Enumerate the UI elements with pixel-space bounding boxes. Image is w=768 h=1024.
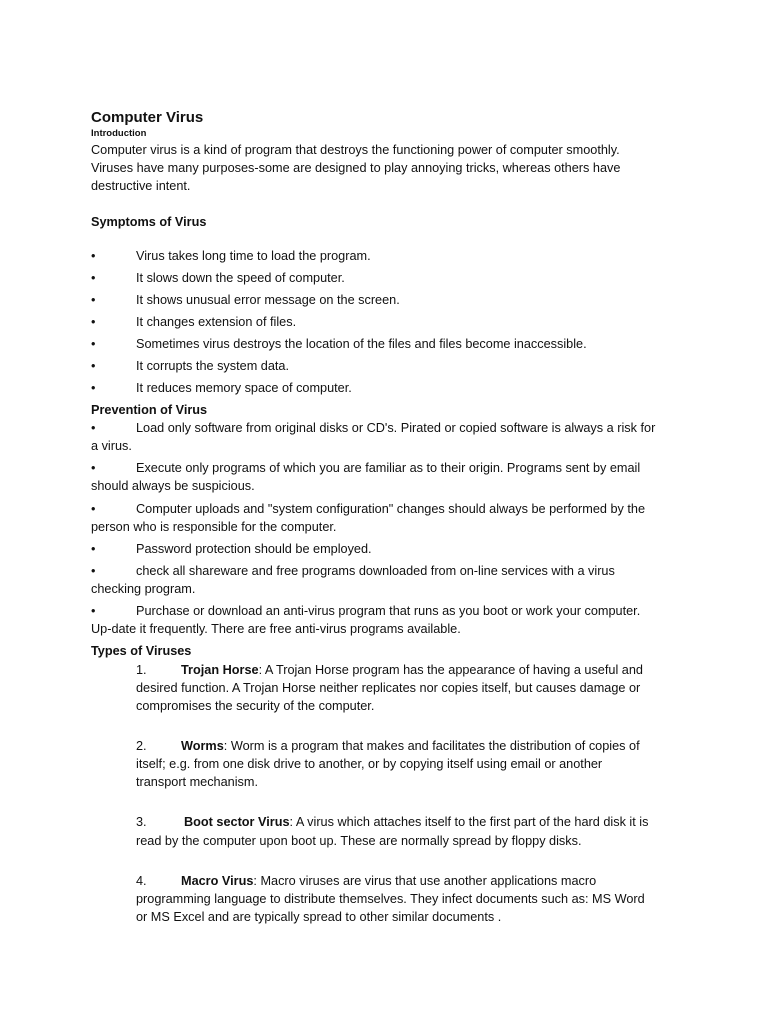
symptom-item: It changes extension of files. [136,315,297,329]
prevention-item: Load only software from original disks or CD's. Pirated or copied software is always a risk for [136,421,656,435]
bullet-icon: • [91,421,96,435]
prevention-item: Computer uploads and "system configuration" changes should always be performed by the [136,502,646,516]
symptom-item: It shows unusual error message on the screen. [136,293,400,307]
intro-line: Viruses have many purposes-some are designed to play annoying tricks, whereas others have [91,161,621,175]
type-desc: : Macro viruses are virus that use another applications macro [253,874,597,888]
type-item-line1 [181,737,640,755]
type-number: 3. [136,815,147,829]
bullet-icon: • [91,461,96,475]
prevention-item-cont: should always be suspicious. [91,479,255,493]
type-item-line2: desired function. A Trojan Horse neither replicates nor copies itself, but causes damage or [136,681,641,695]
type-item-line1 [181,872,596,890]
bullet-icon: • [91,359,96,373]
prevention-item: Password protection should be employed. [136,542,372,556]
type-desc: : Worm is a program that makes and facilitates the distribution of copies of [223,739,640,753]
bullet-icon: • [91,542,96,556]
type-term: Macro Virus [181,874,254,888]
symptom-item: Sometimes virus destroys the location of the files and files become inaccessible. [136,337,587,351]
type-item-line2: read by the computer upon boot up. These are normally spread by floppy disks. [136,834,582,848]
bullet-icon: • [91,271,96,285]
type-item-line2: itself; e.g. from one disk drive to another, or by copying itself using email or another [136,757,603,771]
bullet-icon: • [91,337,96,351]
type-number: 4. [136,874,147,888]
types-heading: Types of Viruses [91,644,192,658]
bullet-icon: • [91,293,96,307]
prevention-heading: Prevention of Virus [91,403,208,417]
symptom-item: Virus takes long time to load the program. [136,249,371,263]
type-term: Worms [181,739,224,753]
bullet-icon: • [91,604,96,618]
bullet-icon: • [91,381,96,395]
bullet-icon: • [91,564,96,578]
bullet-icon: • [91,502,96,516]
intro-line: Computer virus is a kind of program that destroys the functioning power of computer smoothly. [91,143,620,157]
symptom-item: It corrupts the system data. [136,359,290,373]
symptom-item: It slows down the speed of computer. [136,271,345,285]
type-term: Boot sector Virus [184,815,290,829]
type-desc: : A virus which attaches itself to the first part of the hard disk it is [289,815,649,829]
page-title: Computer Virus [91,109,204,126]
type-item-line1 [184,813,648,831]
prevention-item-cont: Up-date it frequently. There are free anti-virus programs available. [91,622,461,636]
type-number: 2. [136,739,147,753]
symptom-item: It reduces memory space of computer. [136,381,352,395]
type-item-line3: compromises the security of the computer. [136,699,375,713]
prevention-item-cont: a virus. [91,439,132,453]
prevention-item-cont: checking program. [91,582,196,596]
intro-label: Introduction [91,128,147,139]
type-item-line2: programming language to distribute themselves. They infect documents such as: MS Word [136,892,645,906]
symptoms-heading: Symptoms of Virus [91,215,207,229]
type-term: Trojan Horse [181,663,259,677]
type-number: 1. [136,663,147,677]
bullet-icon: • [91,315,96,329]
prevention-item: Purchase or download an anti-virus program that runs as you boot or work your computer. [136,604,641,618]
type-item-line3: transport mechanism. [136,775,258,789]
intro-line: destructive intent. [91,179,191,193]
prevention-item: check all shareware and free programs downloaded from on-line services with a virus [136,564,615,578]
type-item-line1 [181,661,643,679]
bullet-icon: • [91,249,96,263]
prevention-item-cont: person who is responsible for the computer. [91,520,337,534]
type-desc: : A Trojan Horse program has the appearance of having a useful and [258,663,643,677]
prevention-item: Execute only programs of which you are familiar as to their origin. Programs sent by email [136,461,641,475]
type-item-line3: or MS Excel and are typically spread to other similar documents . [136,910,502,924]
